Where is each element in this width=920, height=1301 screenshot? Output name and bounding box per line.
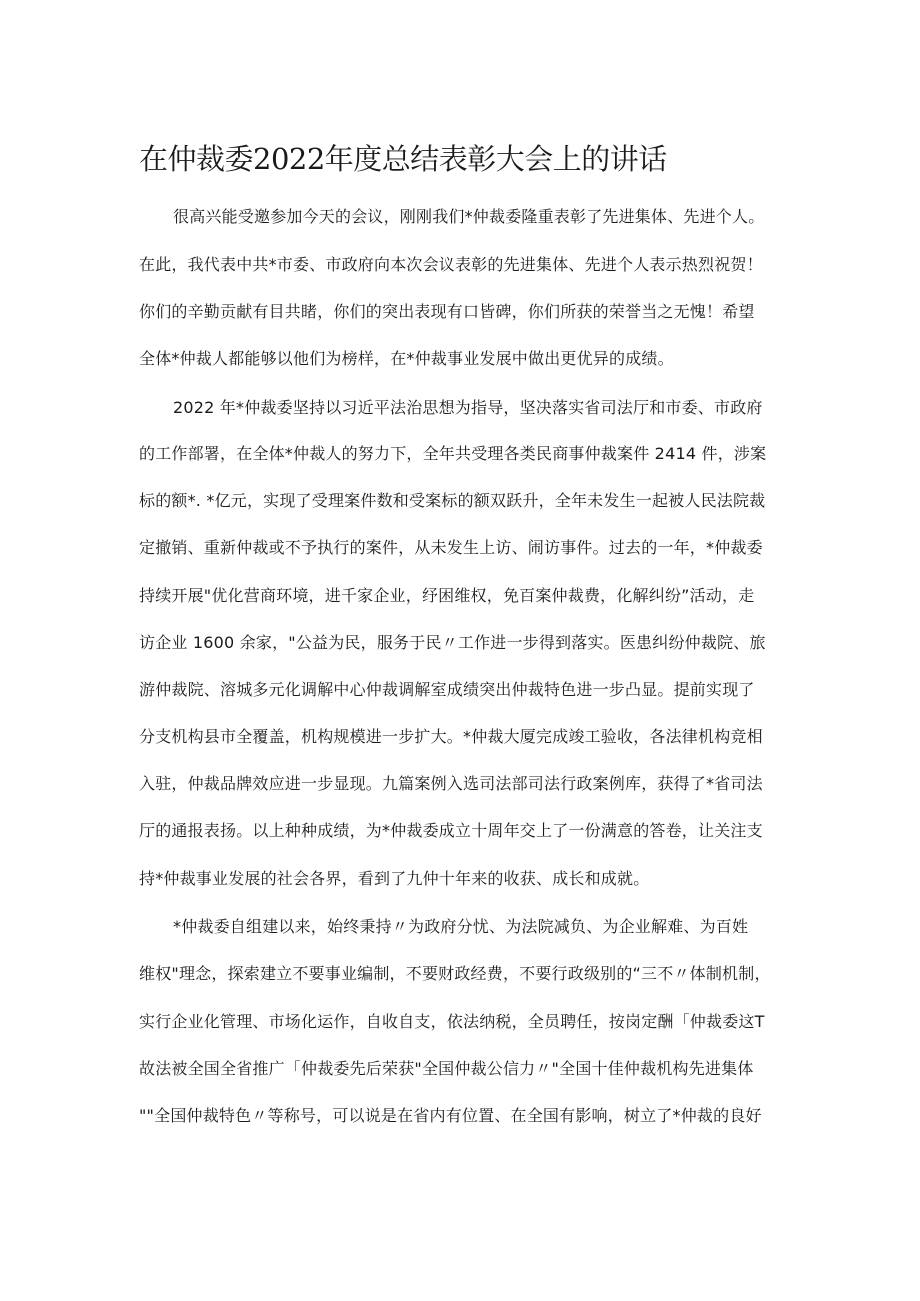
paragraph-2-line-2: 的工作部署，在全体*仲裁人的努力下，全年共受理各类民商事仲裁案件 2414 件，涉案: [139, 444, 767, 463]
paragraph-3-line-5: ""全国仲裁特色〃等称号，可以说是在省内有位置、在全国有影响，树立了*仲裁的良好: [139, 1106, 762, 1125]
paragraph-1-line-1: 很高兴能受邀参加今天的会议，刚刚我们*仲裁委隆重表彰了先进集体、先进个人。: [173, 207, 765, 226]
paragraph-1-line-2: 在此，我代表中共*市委、市政府向本次会议表彰的先进集体、先进个人表示热烈祝贺！: [139, 255, 763, 274]
paragraph-2-line-7: 游仲裁院、溶城多元化调解中心仲裁调解室成绩突出仲裁特色进一步凸显。提前实现了: [139, 680, 755, 699]
paragraph-3-line-4: 故法被全国全省推广「仲裁委先后荣获"全国仲裁公信力〃"全国十佳仲裁机构先进集体: [139, 1059, 754, 1078]
paragraph-3-line-1: *仲裁委自组建以来，始终秉持〃为政府分忧、为法院减负、为企业解难、为百姓: [173, 917, 749, 936]
paragraph-2-line-3: 标的额*. *亿元，实现了受理案件数和受案标的额双跃升，全年未发生一起被人民法院裁: [139, 491, 766, 510]
paragraph-2-line-10: 厅的通报表扬。以上种种成绩，为*仲裁委成立十周年交上了一份满意的答卷，让关注支: [139, 821, 763, 840]
paragraph-2-line-8: 分支机构县市全覆盖，机构规模进一步扩大。*仲裁大厦完成竣工验收，各法律机构竞相: [139, 727, 763, 746]
paragraph-2-line-1: 2022 年*仲裁委坚持以习近平法治思想为指导，坚决落实省司法厅和市委、市政府: [173, 398, 763, 417]
document-title: 在仲裁委2022年度总结表彰大会上的讲话: [139, 142, 667, 176]
paragraph-2-line-11: 持*仲裁事业发展的社会各界，看到了九仲十年来的收获、成长和成就。: [139, 869, 650, 888]
paragraph-1-line-3: 你们的辛勤贡献有目共睹，你们的突出表现有口皆碑，你们所获的荣誉当之无愧！希望: [139, 302, 755, 321]
paragraph-2-line-4: 定撤销、重新仲裁或不予执行的案件，从未发生上访、闹访事件。过去的一年，*仲裁委: [139, 538, 763, 557]
paragraph-2-line-5: 持续开展"优化营商环境，进千家企业，纾困维权，免百案仲裁费，化解纠纷”活动，走: [139, 586, 755, 605]
paragraph-2-line-6: 访企业 1600 余家，"公益为民，服务于民〃工作进一步得到落实。医患纠纷仲裁院、旅: [139, 633, 766, 652]
paragraph-2-line-9: 入驻，仲裁品牌效应进一步显现。九篇案例入选司法部司法行政案例库，获得了*省司法: [139, 774, 763, 793]
paragraph-3-line-3: 实行企业化管理、市场化运作，自收自支，依法纳税，全员聘任，按岗定酬「仲裁委这T: [139, 1012, 765, 1031]
paragraph-1-line-4: 全体*仲裁人都能够以他们为榜样，在*仲裁事业发展中做出更优异的成绩。: [139, 349, 674, 368]
paragraph-3-line-2: 维权"理念，探索建立不要事业编制，不要财政经费，不要行政级别的“三不〃体制机制，: [139, 964, 771, 983]
